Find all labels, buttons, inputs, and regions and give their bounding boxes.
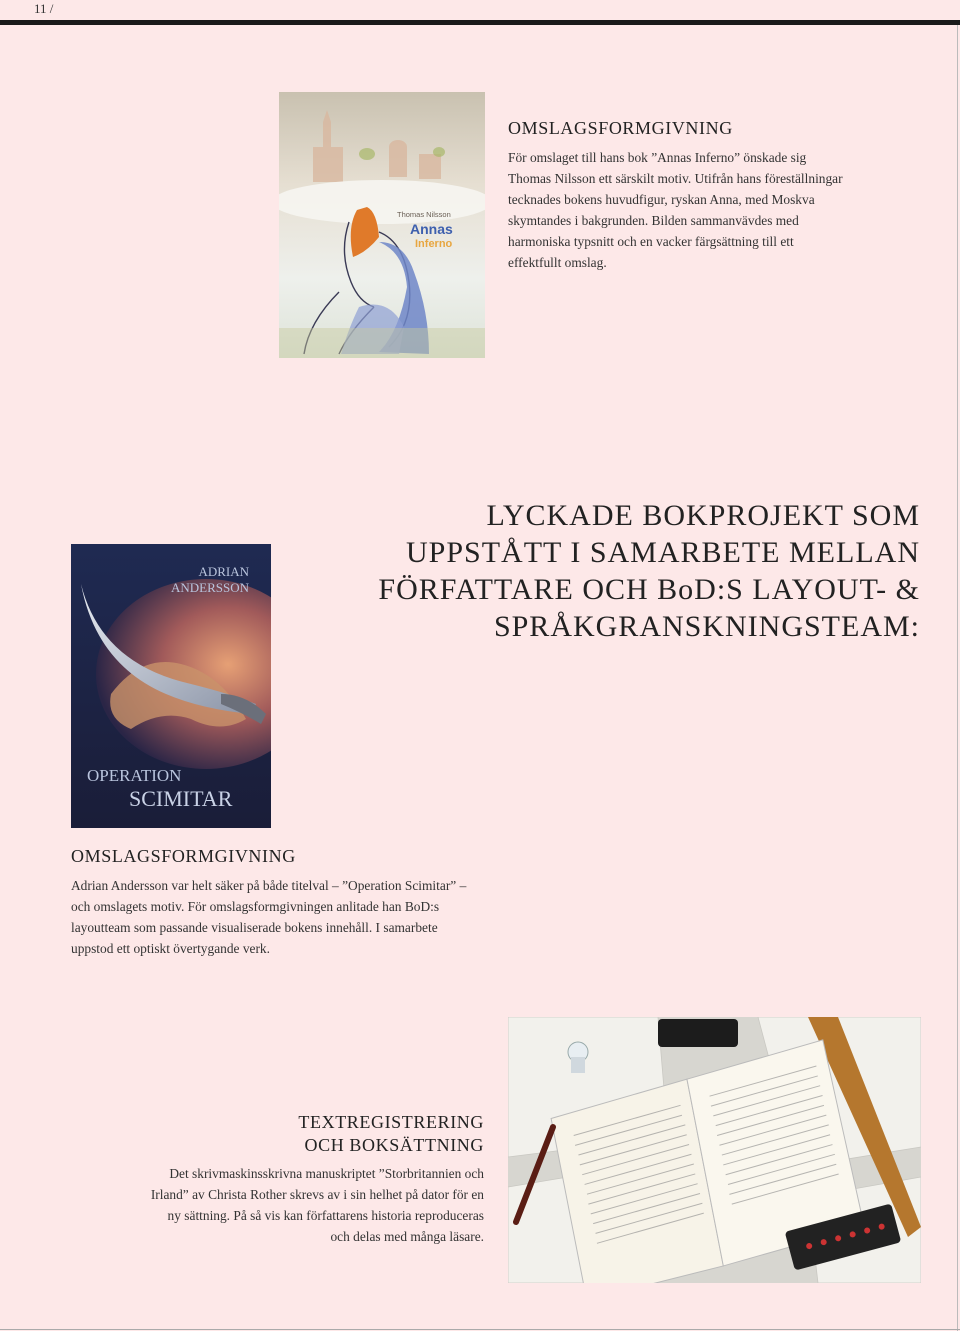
annas-cover-author: Thomas Nilsson [397,210,451,219]
text-registration-body: Det skrivmaskinsskrivna manuskriptet ”Storbritannien och Irland” av Christa Rother skrevs av i sin helhet på dator för en ny sättning. På så vis kan författarens historia reproduceras och delas med många läsare. [150,1166,484,1244]
manuscript-photo-art [508,1017,921,1283]
scimitar-cover-title-2: SCIMITAR [129,786,233,811]
operation-scimitar-cover-art [71,544,271,828]
scimitar-cover-title-1: OPERATION [87,766,182,785]
scimitar-cover-author-2: ANDERSSON [170,580,249,595]
scimitar-heading: OMSLAGSFORMGIVNING [71,846,296,866]
text-registration-heading-line-1: TEXTREGISTRERING [298,1112,484,1132]
right-rule [957,25,958,1331]
operation-scimitar-cover [71,544,271,828]
scimitar-cover-author-1: ADRIAN [198,564,249,579]
scimitar-body: Adrian Andersson var helt säker på både titelval – ”Operation Scimitar” – och omslagets motiv. För omslagsformgivningen anlitade han BoD:s layoutteam som passande visualiserade bokens innehåll. I samarbete uppstod ett optiskt övertygande verk. [71,878,467,956]
page-number: 11 / [34,1,54,16]
annas-inferno-cover-art [279,92,485,358]
annas-cover-title-1: Annas [410,221,453,237]
bottom-rule [0,1329,960,1330]
annas-heading: OMSLAGSFORMGIVNING [508,118,733,138]
text-registration-section [150,1111,484,1247]
text-registration-heading [150,1111,484,1157]
annas-body: För omslaget till hans bok ”Annas Inferno” önskade sig Thomas Nilsson ett särskilt motiv. Utifrån hans föreställningar tecknades bokens huvudfigur, ryskan Anna, med Moskva skymtandes i bakgrunden. Bilden sammanvävdes med harmoniska typsnitt och en vacker färgsättning till ett effektfullt omslag. [508,150,843,270]
top-rule [0,20,960,25]
manuscript-photo [508,1017,921,1283]
text-registration-heading-line-2: OCH BOKSÄTTNING [304,1135,484,1155]
annas-cover-title-2: Inferno [415,238,453,250]
page-title: LYCKADE BOKPROJEKT SOM UPPSTÅTT I SAMARBETE MELLAN FÖRFATTARE OCH BoD:S LAYOUT- & SPRÅKGRANSKNINGSTEAM: [378,499,920,643]
annas-inferno-cover [279,92,485,358]
scimitar-section [71,846,481,959]
annas-section [508,118,848,273]
